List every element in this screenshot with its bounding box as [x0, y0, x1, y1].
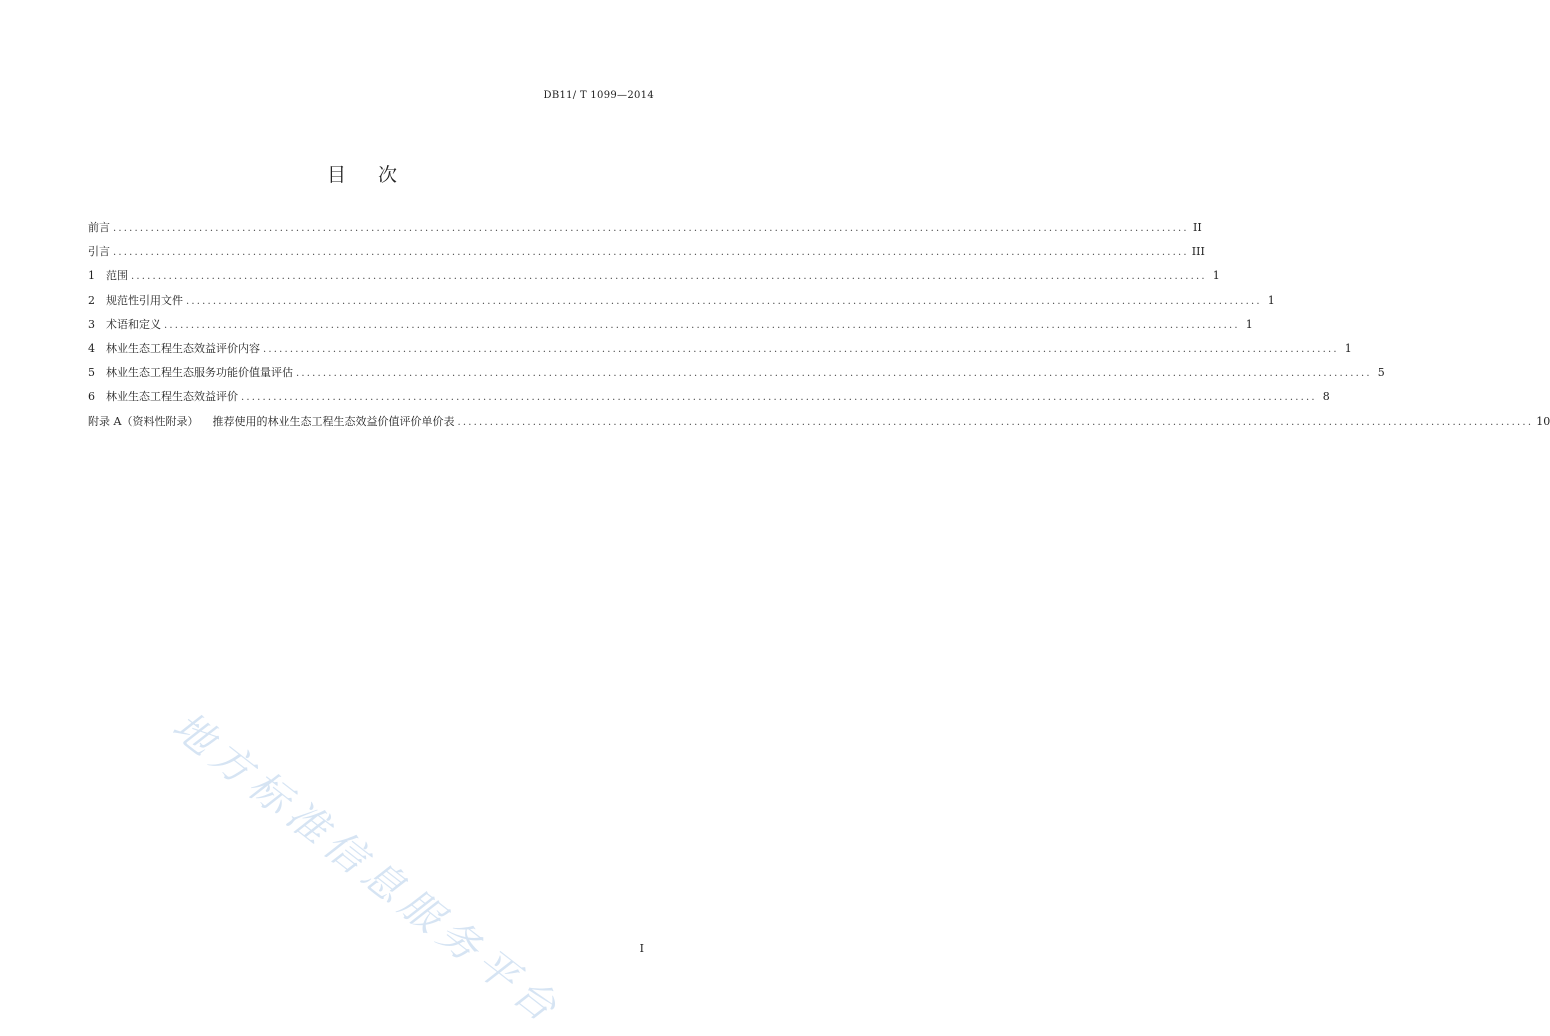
toc-label: 前言 [88, 221, 110, 234]
toc-label: 术语和定义 [106, 317, 161, 331]
toc-entry-service-value[interactable] [88, 364, 1385, 388]
toc-sublabel: 推荐使用的林业生态工程生态效益价值评价单价表 [212, 414, 455, 428]
toc-leader: ........................................................................................................................................................................................................ [241, 392, 1317, 404]
toc-label: 规范性引用文件 [106, 293, 183, 307]
table-of-contents [88, 219, 1550, 437]
toc-entry-scope[interactable] [88, 267, 1220, 291]
toc-page-number: 8 [1322, 390, 1330, 404]
toc-page-number: III [1191, 245, 1205, 259]
toc-number: 1 [88, 269, 95, 283]
toc-leader: ........................................................................................................................................................................................................ [113, 247, 1189, 259]
toc-label: 引言 [88, 245, 110, 259]
toc-entry-introduction[interactable] [88, 243, 1205, 267]
toc-leader: ........................................................................................................................................................................................................ [164, 319, 1240, 331]
toc-leader: ........................................................................................................................................................................................................ [296, 368, 1372, 380]
toc-leader: ........................................................................................................................................................................................................ [131, 271, 1207, 283]
toc-leader: ........................................................................................................................................................................................................ [457, 416, 1534, 428]
toc-page-number: 5 [1377, 366, 1385, 380]
toc-label: 林业生态工程生态服务功能价值量评估 [106, 366, 293, 380]
toc-page-number: 10 [1536, 414, 1550, 428]
toc-entry-terms[interactable] [88, 316, 1253, 340]
toc-leader: ........................................................................................................................................................................................................ [263, 343, 1339, 355]
toc-page-number: II [1193, 221, 1202, 234]
toc-number: 3 [88, 317, 95, 331]
toc-label: 附录 A（资料性附录） [88, 414, 199, 428]
toc-number: 6 [88, 390, 95, 404]
toc-entry-normative-references[interactable] [88, 292, 1275, 316]
toc-label: 范围 [106, 269, 128, 283]
page-title: 目次 [326, 164, 429, 186]
toc-entry-foreword[interactable] [88, 219, 1202, 243]
toc-entry-evaluation-content[interactable] [88, 340, 1352, 364]
toc-number: 4 [88, 341, 95, 355]
toc-number: 5 [88, 366, 95, 380]
toc-page-number: 1 [1245, 317, 1253, 331]
toc-entry-appendix-a[interactable] [88, 413, 1550, 437]
toc-leader: ........................................................................................................................................................................................................ [186, 295, 1262, 307]
toc-page-number: 1 [1267, 293, 1275, 307]
page-number: I [639, 942, 644, 955]
toc-entry-benefit-evaluation[interactable] [88, 388, 1330, 412]
toc-number: 2 [88, 293, 95, 307]
toc-page-number: 1 [1344, 341, 1352, 355]
toc-label: 林业生态工程生态效益评价 [106, 390, 238, 404]
toc-leader: ........................................................................................................................................................................................................ [113, 223, 1189, 234]
toc-page-number: 1 [1212, 269, 1220, 283]
watermark: 地方标准信息服务平台 [163, 703, 571, 1035]
standard-code: DB11/ T 1099—2014 [543, 90, 654, 101]
toc-label: 林业生态工程生态效益评价内容 [106, 341, 260, 355]
